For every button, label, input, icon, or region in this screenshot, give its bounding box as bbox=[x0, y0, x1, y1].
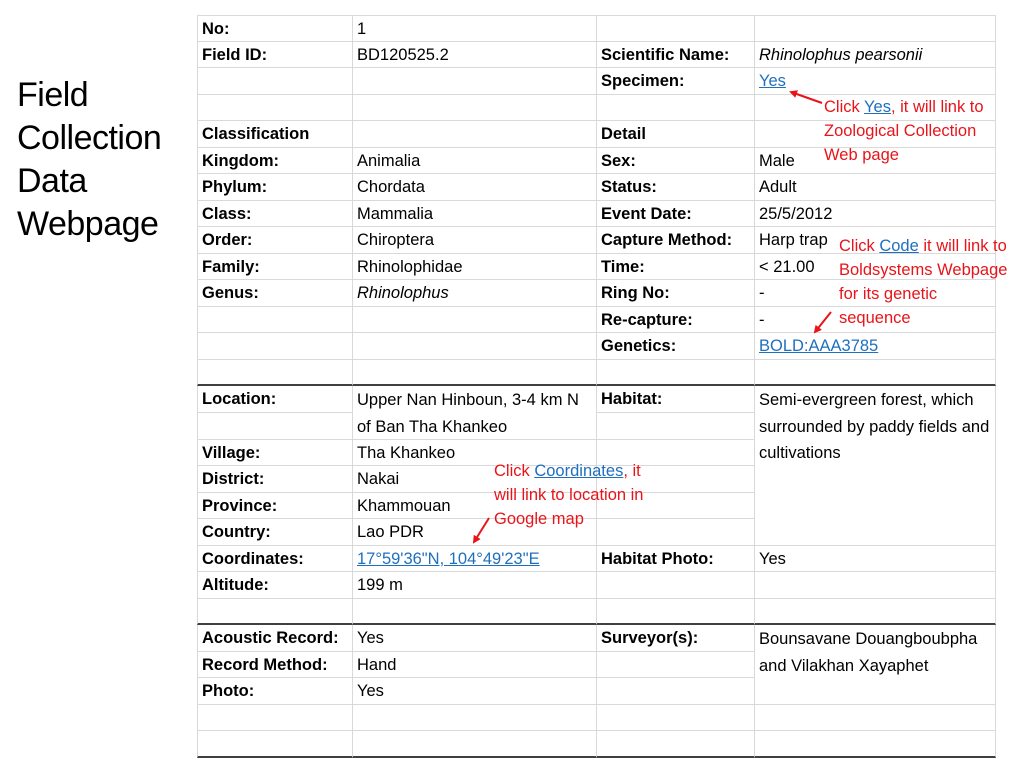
empty-cell bbox=[353, 95, 597, 122]
empty-cell bbox=[597, 599, 755, 626]
status-label: Status: bbox=[597, 174, 755, 201]
no-value: 1 bbox=[353, 15, 597, 42]
class-label: Class: bbox=[197, 201, 353, 228]
habitat-value: Semi-evergreen forest, which surrounded by paddy fields and cultivations bbox=[755, 386, 996, 545]
empty-cell bbox=[755, 15, 996, 42]
empty-cell bbox=[353, 360, 597, 387]
photo-value: Yes bbox=[353, 678, 597, 705]
genetics-annotation bbox=[839, 234, 1009, 330]
annotation-link-yes[interactable]: Yes bbox=[864, 98, 891, 116]
field-id-value: BD120525.2 bbox=[353, 42, 597, 69]
empty-cell bbox=[353, 599, 597, 626]
empty-cell bbox=[197, 360, 353, 387]
event-date-label: Event Date: bbox=[597, 201, 755, 228]
time-label: Time: bbox=[597, 254, 755, 281]
phylum-label: Phylum: bbox=[197, 174, 353, 201]
capture-method-value: Harp trap bbox=[755, 227, 996, 254]
sex-value: Male bbox=[755, 148, 996, 175]
event-date-value: 25/5/2012 bbox=[755, 201, 996, 228]
altitude-value: 199 m bbox=[353, 572, 597, 599]
class-value: Mammalia bbox=[353, 201, 597, 228]
coordinates-label: Coordinates: bbox=[197, 546, 353, 573]
acoustic-record-label: Acoustic Record: bbox=[197, 625, 353, 652]
detail-heading: Detail bbox=[597, 121, 755, 148]
empty-cell bbox=[597, 413, 755, 440]
time-value: < 21.00 bbox=[755, 254, 996, 281]
empty-cell bbox=[755, 731, 996, 758]
empty-cell bbox=[597, 731, 755, 758]
habitat-label: Habitat: bbox=[597, 386, 755, 413]
specimen-label: Specimen: bbox=[597, 68, 755, 95]
annotation-suffix: it will link to Boldsystems Webpage for its genetic sequence bbox=[839, 237, 1008, 327]
empty-cell bbox=[755, 599, 996, 626]
record-method-value: Hand bbox=[353, 652, 597, 679]
classification-heading: Classification bbox=[197, 121, 353, 148]
altitude-label: Altitude: bbox=[197, 572, 353, 599]
acoustic-record-value: Yes bbox=[353, 625, 597, 652]
status-value: Adult bbox=[755, 174, 996, 201]
province-label: Province: bbox=[197, 493, 353, 520]
genus-label: Genus: bbox=[197, 280, 353, 307]
empty-cell bbox=[597, 572, 755, 599]
empty-cell bbox=[597, 95, 755, 122]
empty-cell bbox=[755, 360, 996, 387]
district-label: District: bbox=[197, 466, 353, 493]
genus-value: Rhinolophus bbox=[353, 280, 597, 307]
family-label: Family: bbox=[197, 254, 353, 281]
scientific-name-label: Scientific Name: bbox=[597, 42, 755, 69]
kingdom-label: Kingdom: bbox=[197, 148, 353, 175]
phylum-value: Chordata bbox=[353, 174, 597, 201]
empty-cell bbox=[755, 572, 996, 599]
annotation-suffix: , it will link to location in Google map bbox=[494, 462, 644, 528]
order-value: Chiroptera bbox=[353, 227, 597, 254]
empty-cell bbox=[597, 678, 755, 705]
scientific-name-value: Rhinolophus pearsonii bbox=[755, 42, 996, 69]
ring-no-label: Ring No: bbox=[597, 280, 755, 307]
empty-cell bbox=[197, 95, 353, 122]
coordinates-annotation bbox=[494, 459, 666, 531]
order-label: Order: bbox=[197, 227, 353, 254]
empty-cell bbox=[755, 705, 996, 732]
sex-label: Sex: bbox=[597, 148, 755, 175]
empty-cell bbox=[197, 599, 353, 626]
page-title: Field Collection Data Webpage bbox=[17, 76, 162, 243]
habitat-photo-value: Yes bbox=[755, 546, 996, 573]
family-value: Rhinolophidae bbox=[353, 254, 597, 281]
empty-cell bbox=[197, 333, 353, 360]
empty-cell bbox=[353, 731, 597, 758]
annotation-link-code[interactable]: Code bbox=[879, 237, 919, 255]
country-label: Country: bbox=[197, 519, 353, 546]
village-label: Village: bbox=[197, 440, 353, 467]
annotation-prefix: Click bbox=[824, 98, 865, 116]
empty-cell bbox=[353, 705, 597, 732]
capture-method-label: Capture Method: bbox=[597, 227, 755, 254]
specimen-annotation bbox=[824, 95, 994, 167]
empty-cell bbox=[197, 68, 353, 95]
record-method-label: Record Method: bbox=[197, 652, 353, 679]
country-value: Lao PDR bbox=[353, 519, 597, 546]
empty-cell bbox=[197, 413, 353, 440]
empty-cell bbox=[353, 121, 597, 148]
empty-cell bbox=[353, 307, 597, 334]
field-id-label: Field ID: bbox=[197, 42, 353, 69]
surveyors-value: Bounsavane Douangboubpha and Vilakhan Xayaphet bbox=[755, 625, 996, 705]
ring-no-value: - bbox=[755, 280, 996, 307]
empty-cell bbox=[197, 307, 353, 334]
habitat-photo-label: Habitat Photo: bbox=[597, 546, 755, 573]
genetics-cell bbox=[755, 333, 996, 360]
kingdom-value: Animalia bbox=[353, 148, 597, 175]
specimen-link[interactable]: Yes bbox=[759, 72, 786, 91]
annotation-link-coordinates[interactable]: Coordinates bbox=[534, 462, 624, 480]
annotation-prefix: Click bbox=[839, 237, 880, 255]
annotation-prefix: Click bbox=[494, 462, 535, 480]
genetics-link[interactable]: BOLD:AAA3785 bbox=[759, 337, 879, 356]
empty-cell bbox=[197, 731, 353, 758]
empty-cell bbox=[597, 652, 755, 679]
location-label: Location: bbox=[197, 386, 353, 413]
photo-label: Photo: bbox=[197, 678, 353, 705]
location-value: Upper Nan Hinboun, 3-4 km N of Ban Tha Khankeo bbox=[353, 386, 597, 439]
annotation-suffix: , it will link to Zoological Collection Web page bbox=[824, 98, 984, 164]
province-value: Khammouan bbox=[353, 493, 597, 520]
empty-cell bbox=[353, 333, 597, 360]
village-value: Tha Khankeo bbox=[353, 440, 597, 467]
specimen-cell bbox=[755, 68, 996, 95]
recapture-value: - bbox=[755, 307, 996, 334]
coordinates-cell bbox=[353, 546, 597, 573]
surveyors-label: Surveyor(s): bbox=[597, 625, 755, 652]
empty-cell bbox=[353, 68, 597, 95]
genetics-label: Genetics: bbox=[597, 333, 755, 360]
district-value: Nakai bbox=[353, 466, 597, 493]
no-label: No: bbox=[197, 15, 353, 42]
recapture-label: Re-capture: bbox=[597, 307, 755, 334]
empty-cell bbox=[597, 15, 755, 42]
empty-cell bbox=[597, 360, 755, 387]
empty-cell bbox=[197, 705, 353, 732]
empty-cell bbox=[597, 705, 755, 732]
coordinates-link[interactable]: 17°59'36"N, 104°49'23"E bbox=[357, 549, 540, 568]
